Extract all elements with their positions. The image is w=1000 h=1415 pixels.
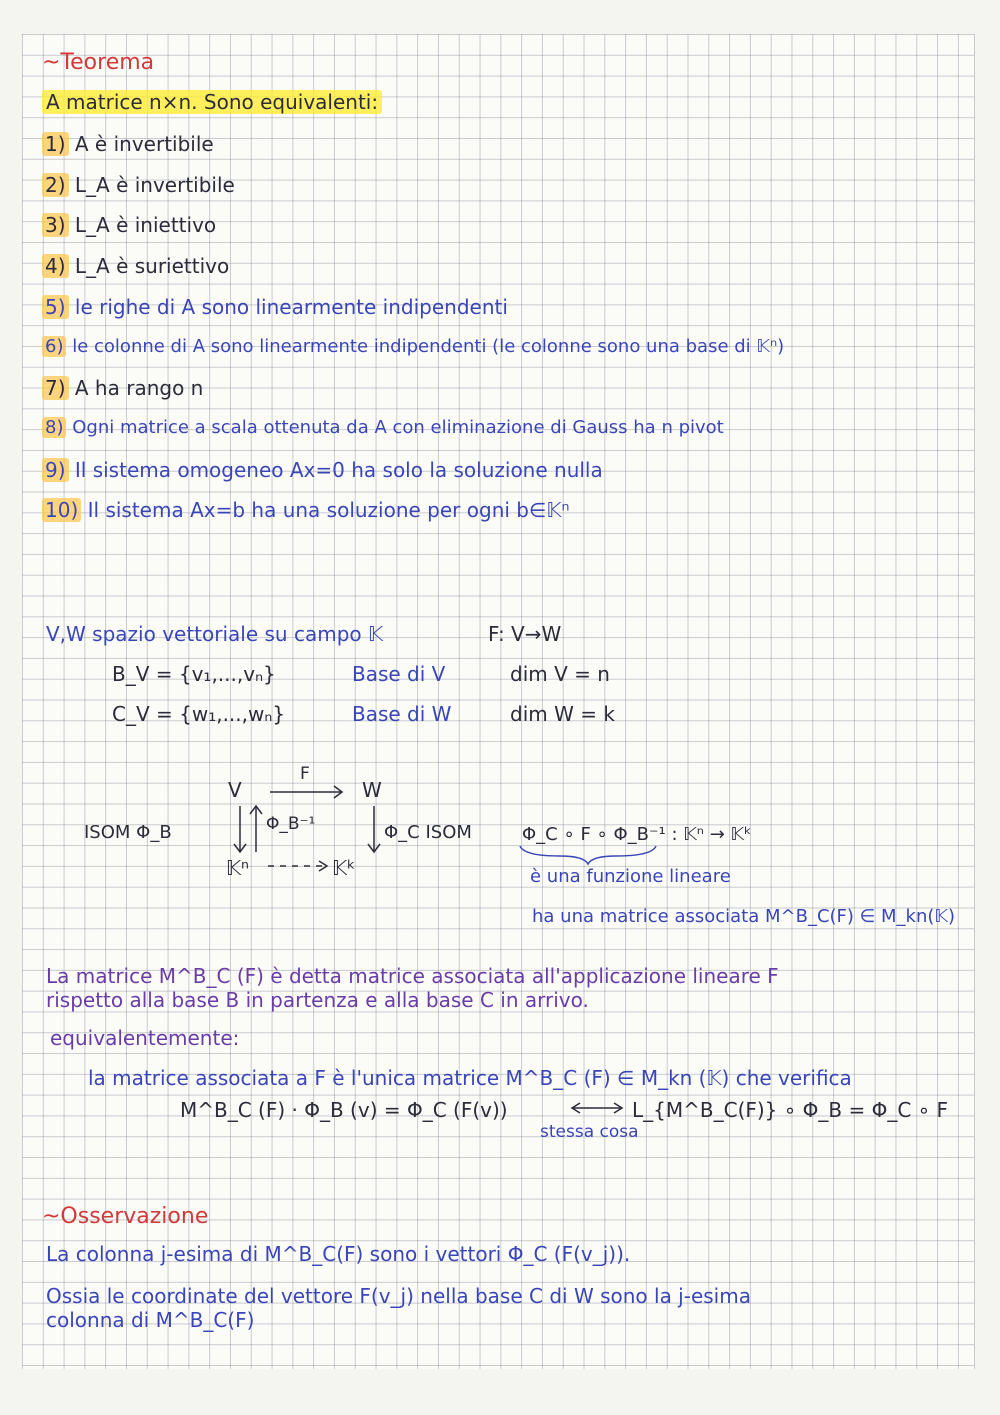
setup-basis-b: B_V = {v₁,...,vₙ} (112, 662, 276, 686)
theorem-item-number: 8) (42, 417, 66, 438)
definition-line-2: rispetto alla base B in partenza e alla base C in arrivo. (46, 988, 589, 1012)
diagram-kk: 𝕂ᵏ (332, 856, 356, 880)
observation-line-3: colonna di M^B_C(F) (46, 1308, 255, 1332)
theorem-item-text: A è invertibile (74, 132, 214, 156)
theorem-item-number: 3) (42, 213, 69, 237)
theorem-item-text: le righe di A sono linearmente indipendenti (74, 295, 508, 319)
theorem-item-number: 4) (42, 254, 69, 278)
definition-equivalently: equivalentemente: (50, 1026, 240, 1050)
theorem-item-text: L_A è suriettivo (74, 254, 230, 278)
diagram-phi-b-inverse: Φ_B⁻¹ (266, 814, 316, 834)
definition-line-3: la matrice associata a F è l'unica matrice M^B_C (F) ∈ M_kn (𝕂) che verifica (88, 1066, 852, 1090)
diagram-note-matrix: ha una matrice associata M^B_C(F) ∈ M_kn(𝕂) (532, 906, 955, 927)
definition-formula-left: M^B_C (F) · Φ_B (v) = Φ_C (F(v)) (180, 1098, 508, 1122)
theorem-item-number: 6) (42, 336, 66, 357)
theorem-item-text: Ogni matrice a scala ottenuta da A con eliminazione di Gauss ha n pivot (72, 417, 724, 438)
theorem-item-number: 5) (42, 295, 69, 319)
diagram-note-linear: è una funzione lineare (530, 866, 731, 887)
definition-line-1: La matrice M^B_C (F) è detta matrice associata all'applicazione lineare F (46, 964, 779, 988)
diagram-kn: 𝕂ⁿ (226, 856, 250, 880)
definition-formula-right: L_{M^B_C(F)} ∘ Φ_B = Φ_C ∘ F (632, 1098, 949, 1122)
setup-dim-w: dim W = k (510, 702, 615, 726)
diagram-phi-c: Φ_C ISOM (384, 822, 472, 843)
diagram-f-label: F (300, 764, 310, 784)
definition-same-thing-note: stessa cosa (540, 1122, 639, 1142)
diagram-composition: Φ_C ∘ F ∘ Φ_B⁻¹ : 𝕂ⁿ → 𝕂ᵏ (522, 824, 752, 845)
observation-line-2: Ossia le coordinate del vettore F(v_j) nella base C di W sono la j-esima (46, 1284, 751, 1308)
theorem-item-text: L_A è iniettivo (74, 213, 217, 237)
observation-line-1: La colonna j-esima di M^B_C(F) sono i vettori Φ_C (F(v_j)). (46, 1242, 631, 1266)
theorem-intro-text: A matrice n×n. Sono equivalenti: (42, 90, 382, 114)
setup-basis-c-label: Base di W (352, 702, 452, 726)
setup-basis-c: C_V = {w₁,...,wₙ} (112, 702, 286, 726)
theorem-item-text: L_A è invertibile (74, 173, 235, 197)
theorem-item-number: 2) (42, 173, 69, 197)
theorem-item-number: 1) (42, 132, 69, 156)
setup-map: F: V→W (488, 622, 562, 646)
theorem-item-text: Il sistema Ax=b ha una soluzione per ogni b∈𝕂ⁿ (87, 498, 570, 522)
theorem-item-number: 7) (42, 376, 69, 400)
diagram-w: W (362, 778, 382, 802)
setup-basis-b-label: Base di V (352, 662, 446, 686)
setup-spaces: V,W spazio vettoriale su campo 𝕂 (46, 622, 384, 646)
setup-dim-v: dim V = n (510, 662, 610, 686)
theorem-title: ~Teorema (42, 50, 155, 75)
diagram-phi-b: ISOM Φ_B (84, 822, 172, 843)
theorem-item-text: A ha rango n (74, 376, 204, 400)
theorem-item-text: le colonne di A sono linearmente indipendenti (le colonne sono una base di 𝕂ⁿ) (72, 336, 785, 357)
diagram-v: V (228, 778, 242, 802)
observation-title: ~Osservazione (42, 1204, 209, 1229)
theorem-item-number: 10) (42, 498, 81, 522)
theorem-item-text: Il sistema omogeneo Ax=0 ha solo la soluzione nulla (74, 458, 603, 482)
theorem-item-number: 9) (42, 458, 69, 482)
